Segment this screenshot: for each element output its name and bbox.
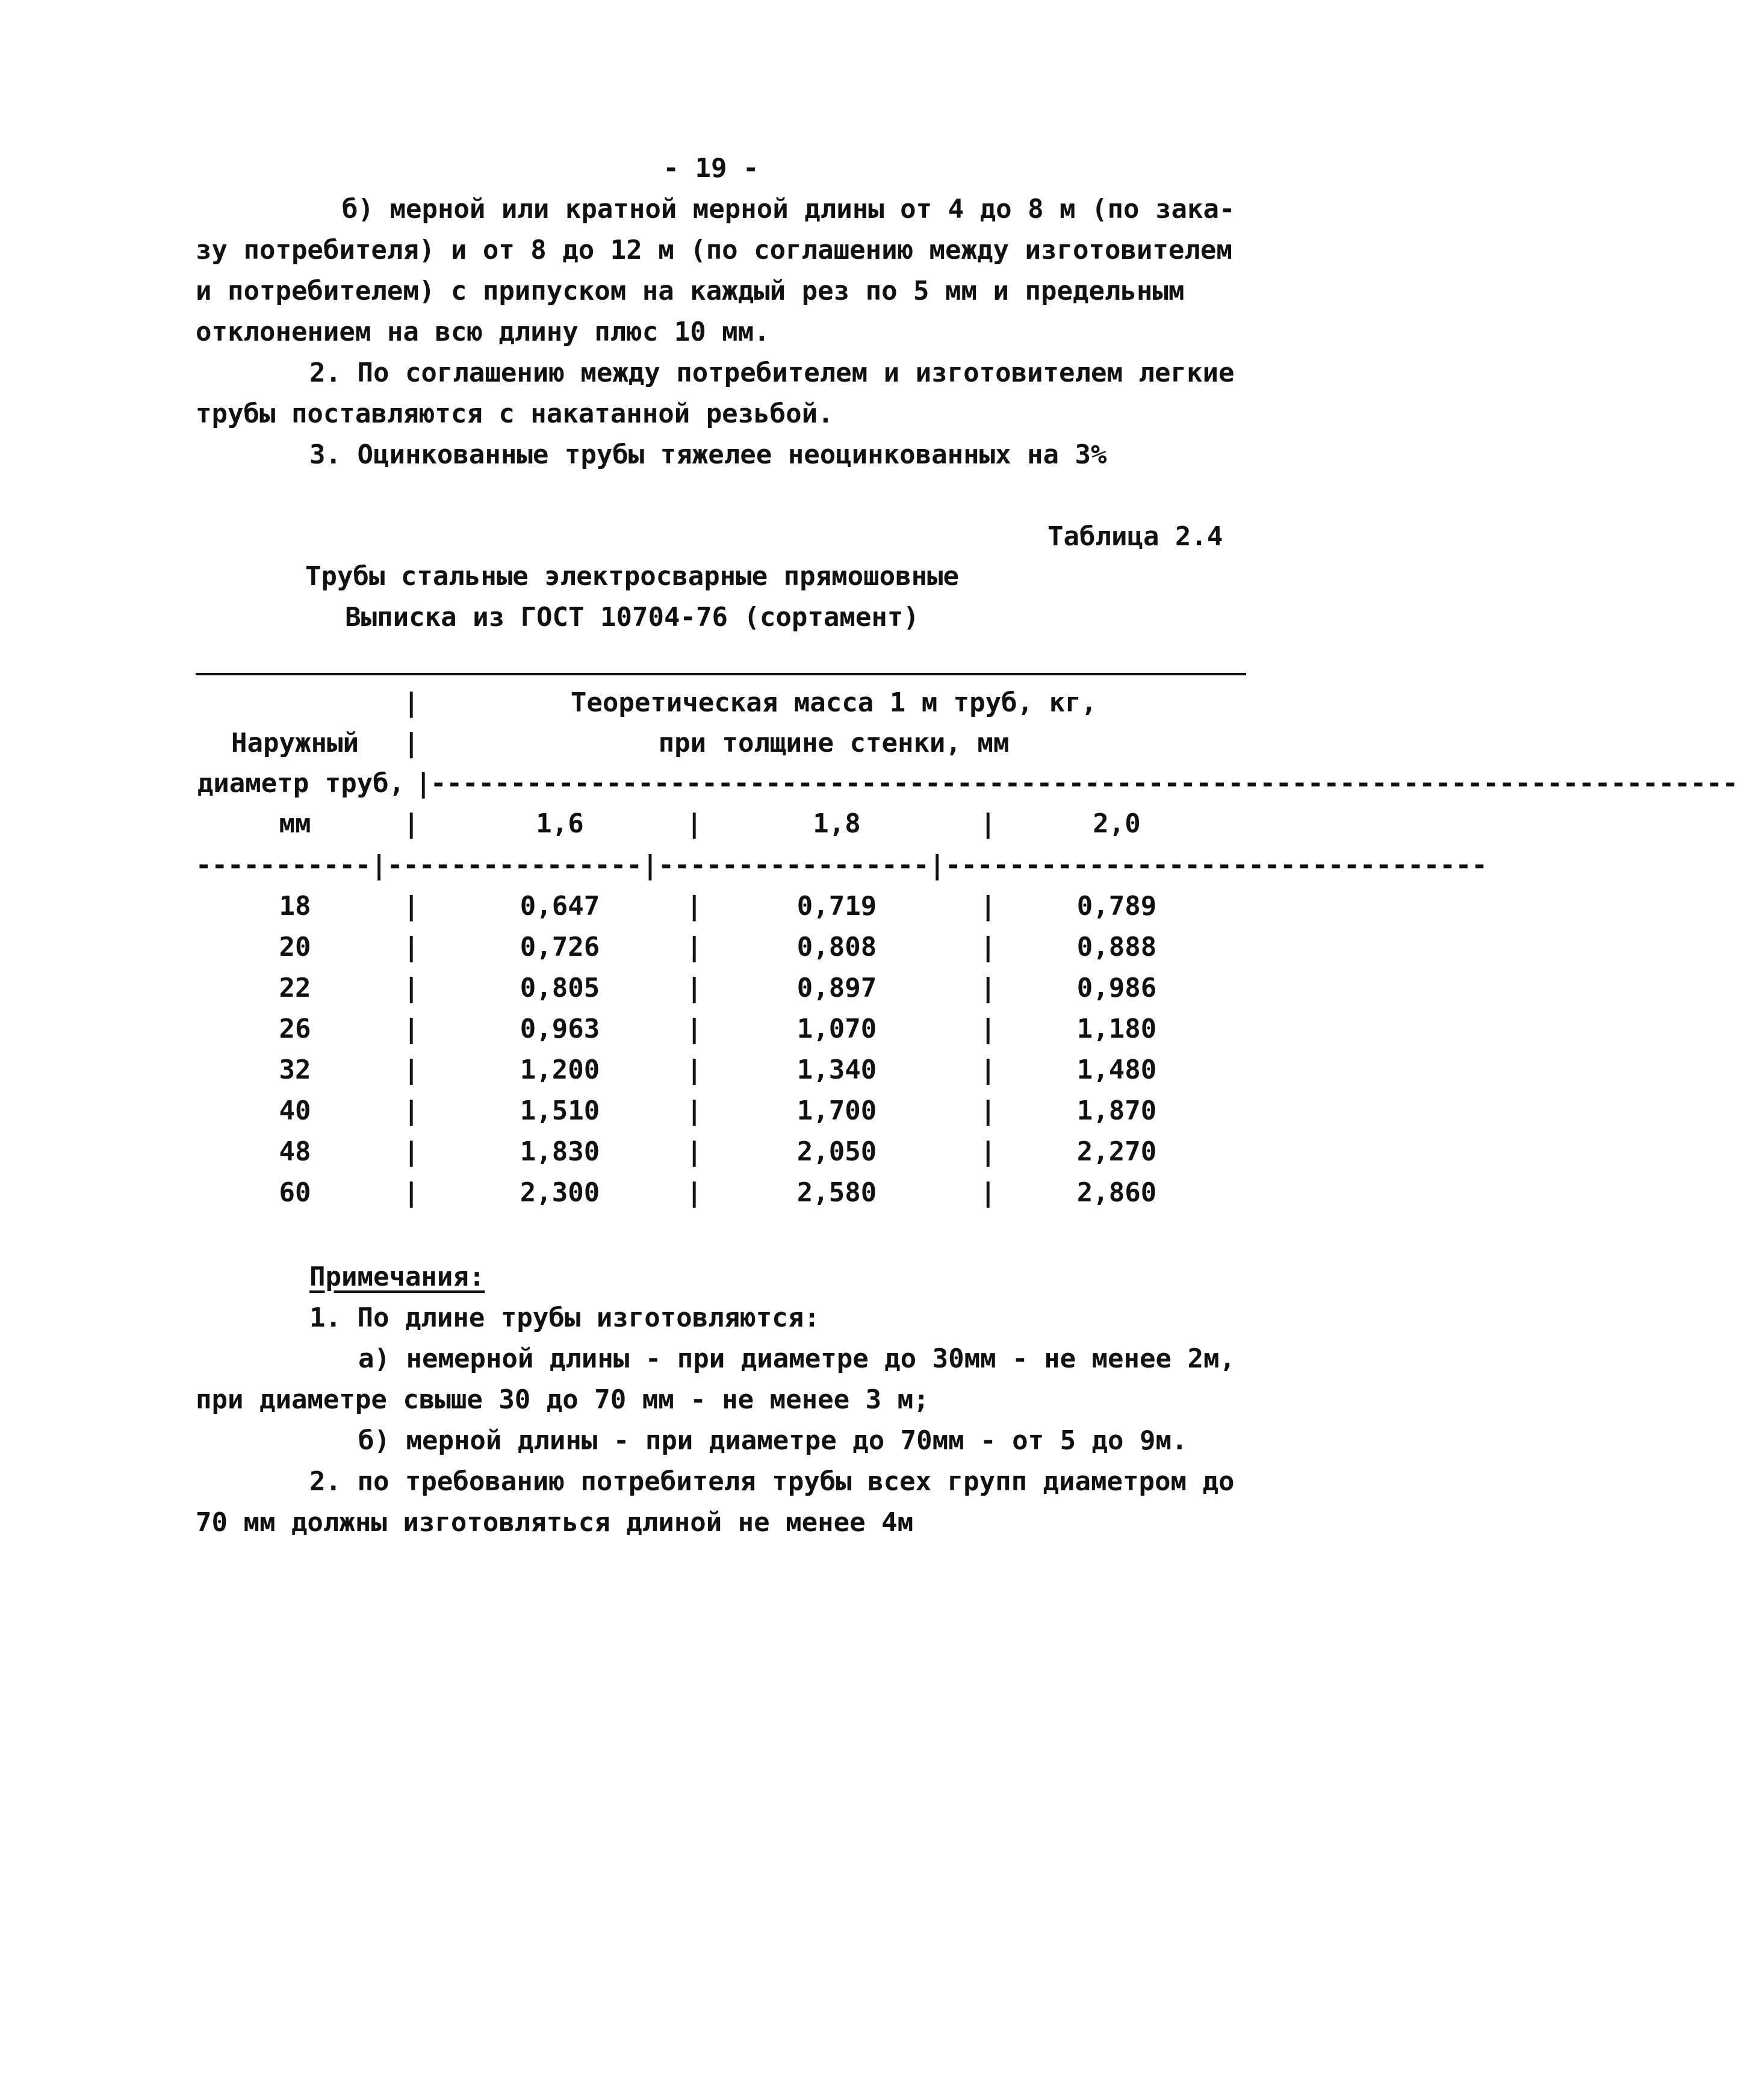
mass-cell: 1,700 <box>796 1095 877 1126</box>
mass-cell: 0,808 <box>796 932 877 962</box>
header-dash-rule: -----------|----------------|-----------------|---------------------------------- <box>196 850 1488 881</box>
note-1: 1. По длине трубы изготовляются: <box>309 1302 820 1333</box>
mass-cell: 0,789 <box>1076 891 1157 921</box>
row-separator: | <box>403 1055 420 1085</box>
header-separator: | <box>403 728 420 758</box>
row-separator: | <box>403 973 420 1003</box>
note-1a-line-1: а) немерной длины - при диаметре до 30мм - не менее 2м, <box>358 1343 1235 1374</box>
row-separator: | <box>980 1055 996 1085</box>
diameter-cell: 60 <box>279 1177 311 1208</box>
diameter-cell: 40 <box>279 1095 311 1126</box>
note-1a-line-2: при диаметре свыше 30 до 70 мм - не менее 3 м; <box>196 1384 930 1415</box>
mass-cell: 2,860 <box>1076 1177 1157 1208</box>
col1-header-line-1: Наружный <box>231 728 359 758</box>
row-separator: | <box>686 1136 703 1167</box>
note-2-line-2: 70 мм должны изготовляться длиной не менее 4м <box>196 1507 914 1538</box>
intro-item-b-line-2: зу потребителя) и от 8 до 12 м (по соглашению между изготовителем <box>196 235 1232 265</box>
thickness-header: 1,8 <box>813 808 861 839</box>
row-separator: | <box>686 932 703 962</box>
row-separator: | <box>686 1014 703 1044</box>
diameter-cell: 48 <box>279 1136 311 1167</box>
table-top-rule <box>196 673 1246 675</box>
diameter-cell: 22 <box>279 973 311 1003</box>
row-separator: | <box>980 932 996 962</box>
row-separator: | <box>686 1177 703 1208</box>
diameter-cell: 26 <box>279 1014 311 1044</box>
col1-header-line-3: мм <box>279 808 311 839</box>
diameter-cell: 18 <box>279 891 311 921</box>
intro-item-2-line-1: 2. По соглашению между потребителем и изготовителем легкие <box>309 358 1235 388</box>
group-header-dash-rule: ---------------------------------------------------------------------------------- <box>430 768 1738 799</box>
header-separator: | <box>403 687 420 718</box>
group-header-line-1: Теоретическая масса 1 м труб, кг, <box>570 687 1097 718</box>
mass-cell: 1,340 <box>796 1055 877 1085</box>
table-subtitle: Выписка из ГОСТ 10704-76 (сортамент) <box>345 602 919 633</box>
row-separator: | <box>403 1095 420 1126</box>
row-separator: | <box>980 1014 996 1044</box>
diameter-cell: 32 <box>279 1055 311 1085</box>
row-separator: | <box>403 891 420 921</box>
mass-cell: 0,647 <box>520 891 600 921</box>
header-separator: | <box>686 808 703 839</box>
mass-cell: 1,830 <box>520 1136 600 1167</box>
intro-item-b-line-3: и потребителем) с припуском на каждый рез по 5 мм и предельным <box>196 276 1185 306</box>
mass-cell: 1,870 <box>1076 1095 1157 1126</box>
note-1b: б) мерной длины - при диаметре до 70мм - от 5 до 9м. <box>358 1425 1188 1456</box>
mass-cell: 0,719 <box>796 891 877 921</box>
mass-cell: 0,986 <box>1076 973 1157 1003</box>
intro-item-2-line-2: трубы поставляются с накатанной резьбой. <box>196 398 834 429</box>
row-separator: | <box>403 1136 420 1167</box>
row-separator: | <box>686 1095 703 1126</box>
table-label: Таблица 2.4 <box>1047 521 1223 552</box>
page-number: - 19 - <box>663 153 759 184</box>
mass-cell: 1,200 <box>520 1055 600 1085</box>
row-separator: | <box>403 932 420 962</box>
row-separator: | <box>686 1055 703 1085</box>
row-separator: | <box>686 973 703 1003</box>
mass-cell: 0,726 <box>520 932 600 962</box>
mass-cell: 2,270 <box>1076 1136 1157 1167</box>
mass-cell: 1,180 <box>1076 1014 1157 1044</box>
col1-header-line-2: диаметр труб, <box>197 768 405 799</box>
table-title: Трубы стальные электросварные прямошовные <box>305 561 960 592</box>
mass-cell: 0,805 <box>520 973 600 1003</box>
mass-cell: 2,050 <box>796 1136 877 1167</box>
mass-cell: 0,963 <box>520 1014 600 1044</box>
mass-cell: 2,580 <box>796 1177 877 1208</box>
header-separator: | <box>980 808 996 839</box>
row-separator: | <box>980 1136 996 1167</box>
mass-cell: 0,888 <box>1076 932 1157 962</box>
row-separator: | <box>403 1177 420 1208</box>
row-separator: | <box>980 1177 996 1208</box>
header-separator: | <box>415 768 432 799</box>
note-2-line-1: 2. по требованию потребителя трубы всех групп диаметром до <box>309 1466 1235 1497</box>
thickness-header: 1,6 <box>536 808 584 839</box>
row-separator: | <box>686 891 703 921</box>
mass-cell: 1,480 <box>1076 1055 1157 1085</box>
row-separator: | <box>980 973 996 1003</box>
diameter-cell: 20 <box>279 932 311 962</box>
notes-heading: Примечания: <box>309 1262 485 1292</box>
row-separator: | <box>403 1014 420 1044</box>
row-separator: | <box>980 1095 996 1126</box>
mass-cell: 1,070 <box>796 1014 877 1044</box>
mass-cell: 2,300 <box>520 1177 600 1208</box>
intro-item-b-line-1: б) мерной или кратной мерной длины от 4 до 8 м (по зака- <box>342 194 1235 225</box>
thickness-header: 2,0 <box>1093 808 1141 839</box>
header-separator: | <box>403 808 420 839</box>
mass-cell: 1,510 <box>520 1095 600 1126</box>
group-header-line-2: при толщине стенки, мм <box>658 728 1010 758</box>
row-separator: | <box>980 891 996 921</box>
intro-item-3: 3. Оцинкованные трубы тяжелее неоцинкованных на 3% <box>309 439 1107 470</box>
mass-cell: 0,897 <box>796 973 877 1003</box>
intro-item-b-line-4: отклонением на всю длину плюс 10 мм. <box>196 317 770 347</box>
